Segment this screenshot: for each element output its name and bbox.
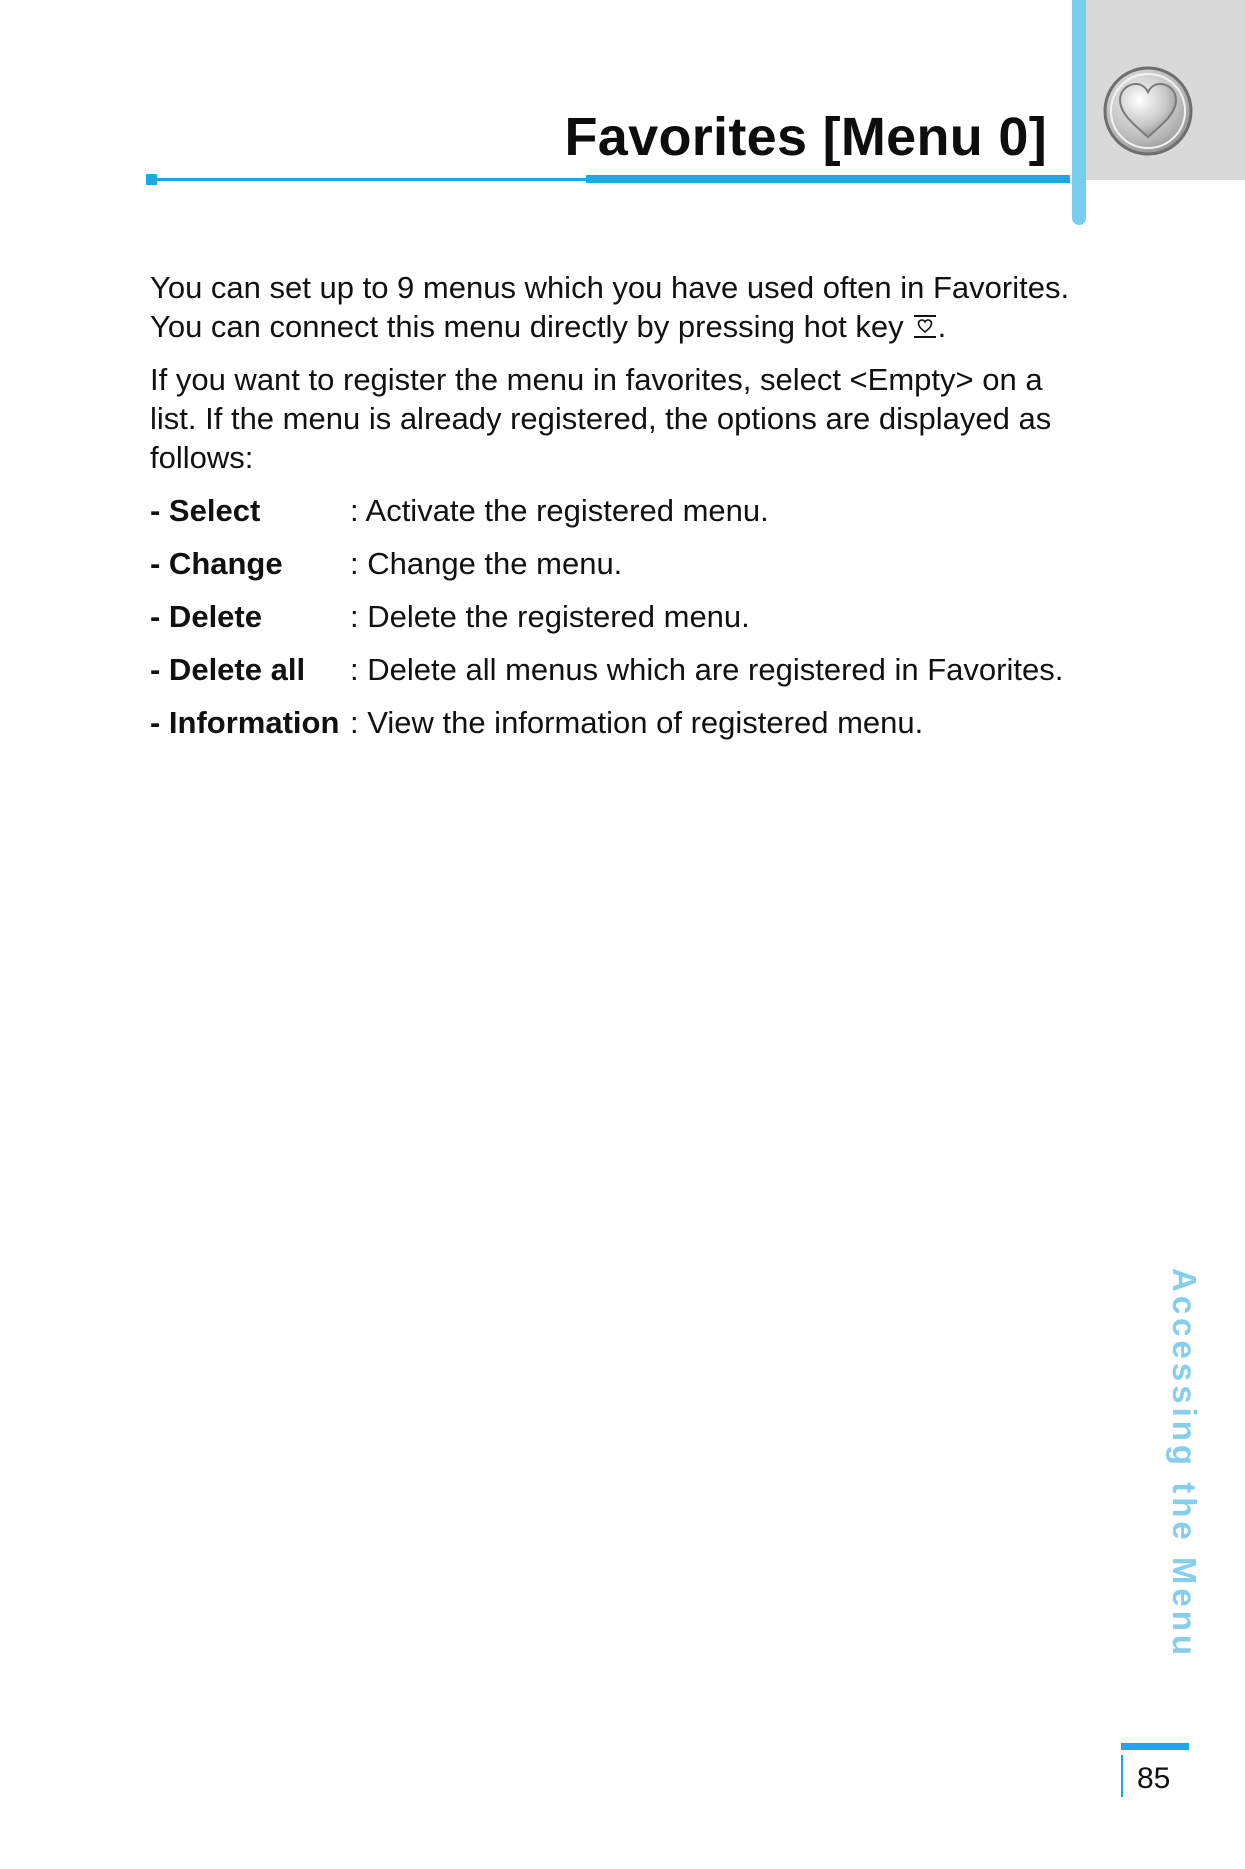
option-description: : Change the menu. [350,546,623,581]
favorites-key-icon [912,313,938,339]
title-rule-thin [147,178,587,181]
register-paragraph [150,360,1110,477]
option-delete [150,597,1110,650]
options-list [150,491,1110,756]
option-select [150,491,1110,544]
option-description: : Delete all menus which are registered in Favorites. [350,652,1064,687]
option-description: : View the information of registered menu. [350,705,924,740]
footer-bar [1121,1743,1189,1750]
header-side-bar [1072,0,1086,225]
heart-icon [1102,65,1194,157]
page-number: 85 [1137,1762,1171,1795]
option-information [150,703,1110,756]
title-rule-thick [586,175,1070,183]
section-side-label: Accessing the Menu [1166,1268,1203,1660]
option-name: - Select [150,493,261,528]
intro-line-2 [150,307,1110,346]
intro-line-1: You can set up to 9 menus which you have used often in Favorites. [150,270,1070,305]
option-description: : Delete the registered menu. [350,599,750,634]
page-title: Favorites [Menu 0] [564,107,1047,167]
page-content [150,268,1110,756]
footer-divider [1121,1755,1123,1797]
intro-paragraph [150,268,1110,346]
intro-line-2-text: You can connect this menu directly by pressing hot key [150,309,904,344]
register-line-1: If you want to register the menu in favorites, select <Empty> on a [150,362,1043,397]
option-name: - Delete [150,599,262,634]
option-name: - Change [150,546,283,581]
option-name: - Information [150,705,340,740]
title-rule-marker [146,174,157,185]
register-line-2: list. If the menu is already registered, the options are displayed as [150,401,1052,436]
option-description: : Activate the registered menu. [350,493,769,528]
register-line-3: follows: [150,440,254,475]
option-delete-all [150,650,1110,703]
option-name: - Delete all [150,652,306,687]
intro-line-2-end: . [937,309,947,344]
option-change [150,544,1110,597]
